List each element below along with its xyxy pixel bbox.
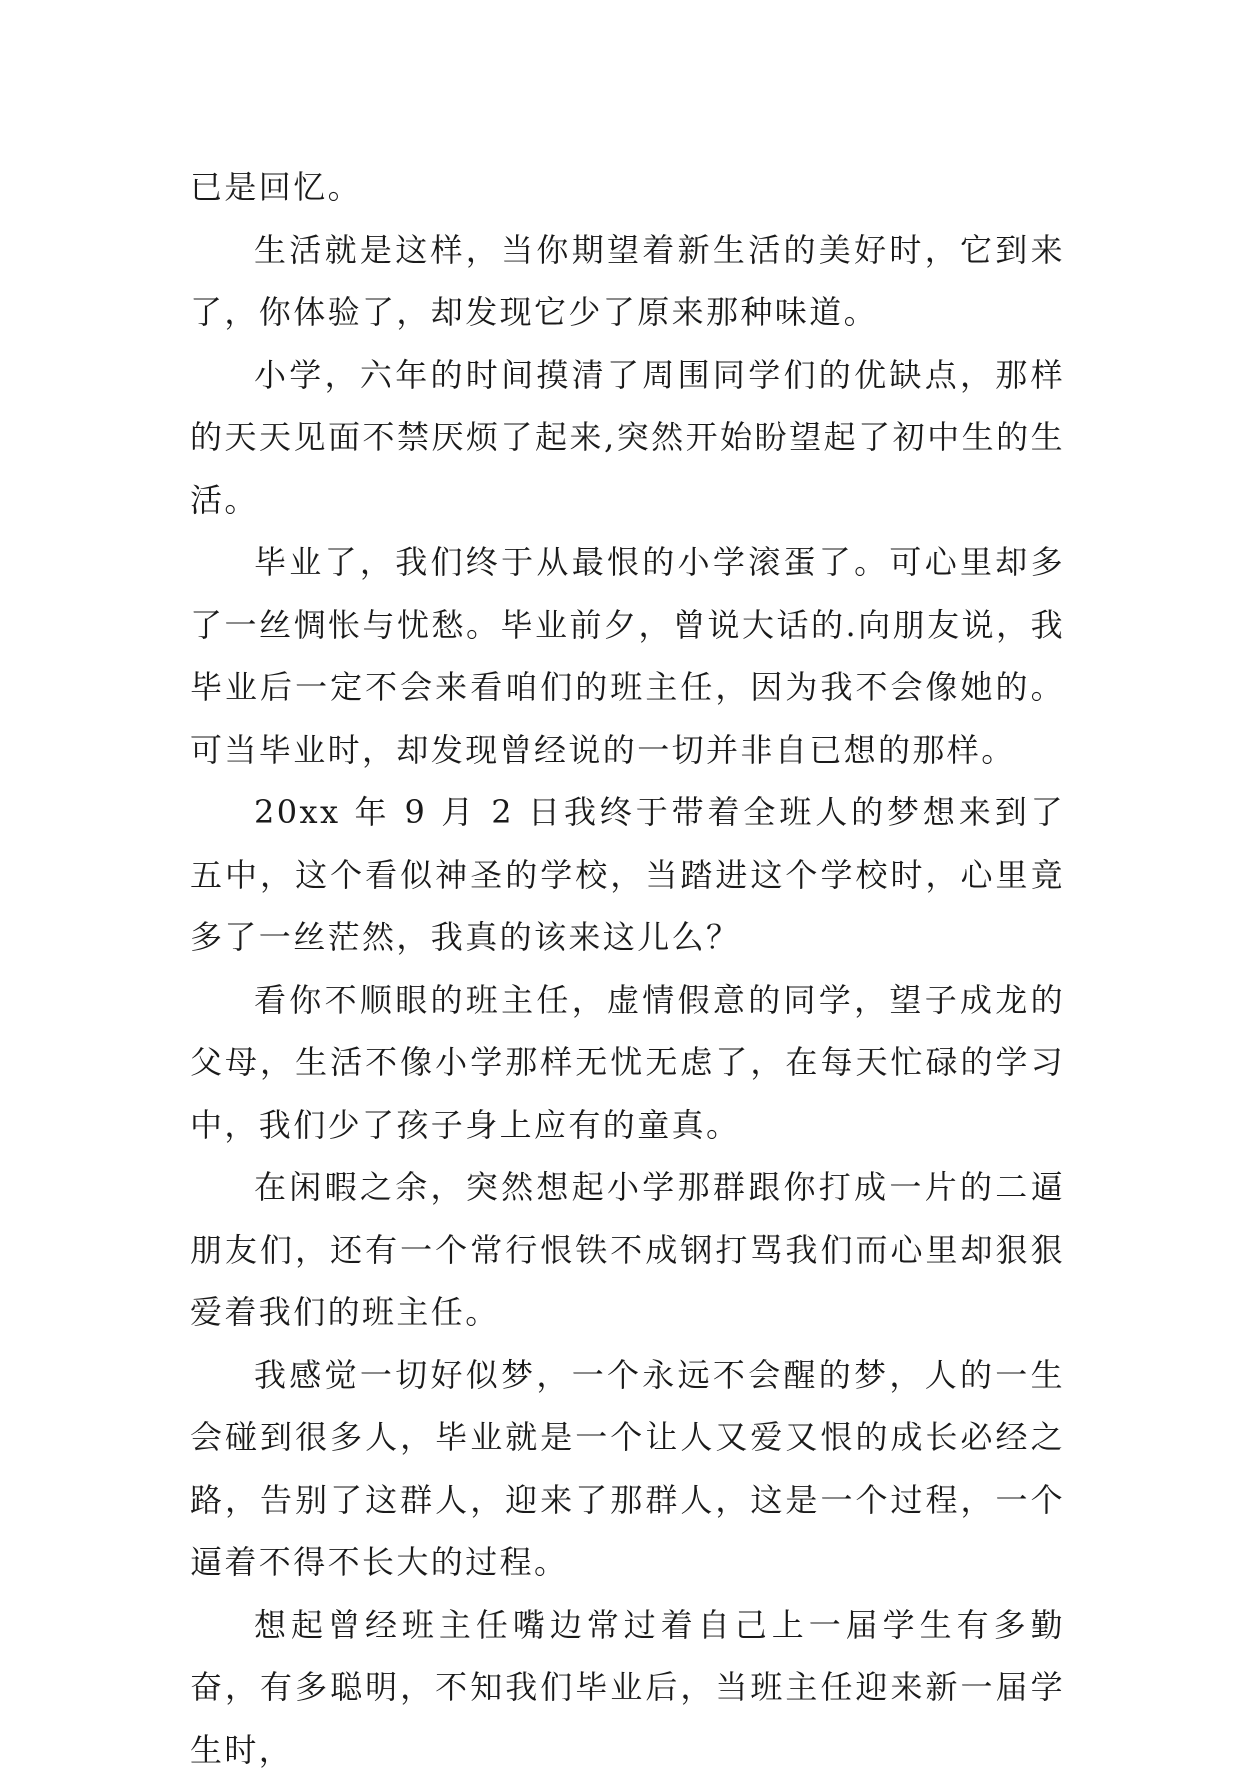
paragraph: 毕业了，我们终于从最恨的小学滚蛋了。可心里却多了一丝惆怅与忧愁。毕业前夕，曾说大话的.向朋友说，我毕业后一定不会来看咱们的班主任，因为我不会像她的。可当毕业时，却发现曾经说的一切并非自已想的那样。 [190, 531, 1065, 781]
paragraph-continuation: 已是回忆。 [190, 156, 1065, 219]
paragraph: 我感觉一切好似梦，一个永远不会醒的梦，人的一生会碰到很多人，毕业就是一个让人又爱又恨的成长必经之路，告别了这群人，迎来了那群人，这是一个过程，一个逼着不得不长大的过程。 [190, 1344, 1065, 1594]
paragraph: 想起曾经班主任嘴边常过着自己上一届学生有多勤奋，有多聪明，不知我们毕业后，当班主任迎来新一届学生时， [190, 1594, 1065, 1781]
body-text [190, 156, 1065, 1781]
paragraph: 看你不顺眼的班主任，虚情假意的同学，望子成龙的父母，生活不像小学那样无忧无虑了，在每天忙碌的学习中，我们少了孩子身上应有的童真。 [190, 969, 1065, 1157]
paragraph: 在闲暇之余，突然想起小学那群跟你打成一片的二逼朋友们，还有一个常行恨铁不成钢打骂我们而心里却狠狠爱着我们的班主任。 [190, 1156, 1065, 1344]
paragraph: 20xx 年 9 月 2 日我终于带着全班人的梦想来到了五中，这个看似神圣的学校，当踏进这个学校时，心里竟多了一丝茫然，我真的该来这儿么？ [190, 781, 1065, 969]
paragraph: 生活就是这样，当你期望着新生活的美好时，它到来了，你体验了，却发现它少了原来那种味道。 [190, 219, 1065, 344]
paragraph: 小学，六年的时间摸清了周围同学们的优缺点，那样的天天见面不禁厌烦了起来,突然开始盼望起了初中生的生活。 [190, 344, 1065, 532]
